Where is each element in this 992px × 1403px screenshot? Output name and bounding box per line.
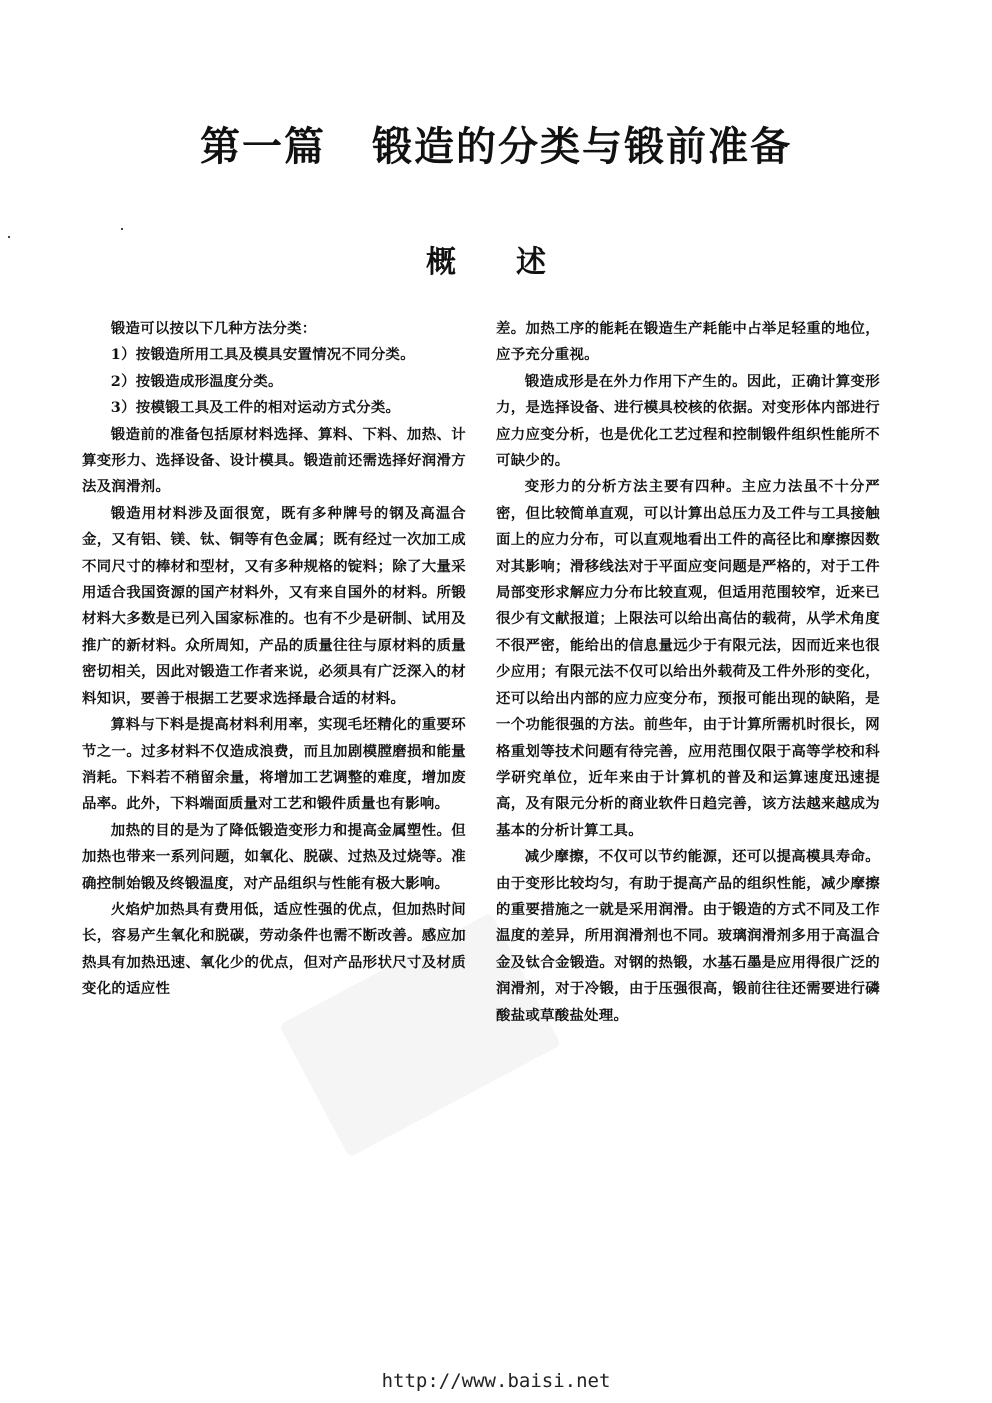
paragraph: 变形力的分析方法主要有四种。主应力法虽不十分严密，但比较简单直观，可以计算出总压力及工件与工具接触面上的应力分布，可以直观地看出工件的高径比和摩擦因数对其影响；滑移线法对于平面应变问题是严格的，对于工件局部变形求解应力分布比较直观，但适用范围较窄，近来已很少有文献报道；上限法可以给出高估的载荷，从学术角度不很严密，能给出的信息量远少于有限元法，因而近来也很少应用；有限元法不仅可以给出外载荷及工件外形的变化，还可以给出内部的应力应变分布，预报可能出现的缺陷，是一个功能很强的方法。前些年，由于计算所需机时很长，网格重划等技术问题有待完善，应用范围仅限于高等学校和科学研究单位，近年来由于计算机的普及和运算速度迅速提高，及有限元分析的商业软件日趋完善，该方法越来越成为基本的分析计算工具。 — [496, 478, 880, 839]
section-title: 概述 — [426, 245, 606, 280]
paragraph: 锻造可以按以下几种方法分类： — [110, 320, 317, 337]
part-title — [0, 122, 992, 172]
paragraph: 1）按锻造所用工具及模具安置情况不同分类。 — [110, 346, 415, 364]
left-text-column — [82, 316, 466, 1003]
paragraph: 算料与下料是提高材料利用率，实现毛坯精化的重要环节之一。过多材料不仅造成浪费，而且加剧模膛磨损和能量消耗。下料若不稍留余量，将增加工艺调整的难度，增加废品率。此外，下料端面质量对工艺和锻件质量也有影响。 — [82, 716, 466, 813]
footer-url: http://www.baisi.net — [381, 1370, 611, 1392]
part-title-text: 锻造的分类与锻前准备 — [372, 123, 792, 170]
paragraph: 火焰炉加热具有费用低，适应性强的优点，但加热时间长，容易产生氧化和脱碳，劳动条件也需不断改善。感应加热具有加热迅速、氧化少的优点，但对产品形状尺寸及材质变化的适应性 — [82, 900, 466, 998]
scan-speck — [121, 228, 123, 230]
scan-speck — [8, 236, 10, 238]
paragraph: 锻造成形是在外力作用下产生的。因此，正确计算变形力，是选择设备、进行模具校核的依据。对变形体内部进行应力应变分析，也是优化工艺过程和控制锻件组织性能所不可缺少的。 — [496, 372, 880, 470]
paragraph: 减少摩擦，不仅可以节约能源，还可以提高模具寿命。由于变形比较均匀，有助于提高产品的组织性能，减少摩擦的重要措施之一就是采用润滑。由于锻造的方式不同及工作温度的差异，所用润滑剂也不同。玻璃润滑剂多用于高温合金及钛合金锻造。对钢的热锻，水基石墨是应用得很广泛的润滑剂，对于冷锻，由于压强很高，锻前往往还需要进行磷酸盐或草酸盐处理。 — [496, 848, 880, 1024]
paragraph: 3）按模锻工具及工件的相对运动方式分类。 — [110, 399, 401, 417]
paragraph: 2）按锻造成形温度分类。 — [110, 372, 283, 390]
part-label: 第一篇 — [200, 123, 326, 170]
paragraph: 锻造用材料涉及面很宽，既有多种牌号的钢及高温合金，又有铝、镁、钛、铜等有色金属；既有经过一次加工成不同尺寸的棒材和型材，又有多种规格的锭料；除了大量采用适合我国资源的国产材料外，又有来自国外的材料。所锻材料大多数是已列入国家标准的。也有不少是研制、试用及推广的新材料。众所周知，产品的质量往往与原材料的质量密切相关，因此对锻造工作者来说，必须具有广泛深入的材料知识，要善于根据工艺要求选择最合适的材料。 — [82, 504, 466, 707]
right-text-column — [496, 316, 880, 1029]
paragraph: 锻造前的准备包括原材料选择、算料、下料、加热、计算变形力、选择设备、设计模具。锻造前还需选择好润滑方法及润滑剂。 — [82, 425, 466, 496]
paragraph: 加热的目的是为了降低锻造变形力和提高金属塑性。但加热也带来一系列问题，如氧化、脱碳、过热及过烧等。准确控制始锻及终锻温度，对产品组织与性能有极大影响。 — [82, 821, 466, 892]
paragraph: 差。加热工序的能耗在锻造生产耗能中占举足轻重的地位，应予充分重视。 — [496, 320, 880, 364]
